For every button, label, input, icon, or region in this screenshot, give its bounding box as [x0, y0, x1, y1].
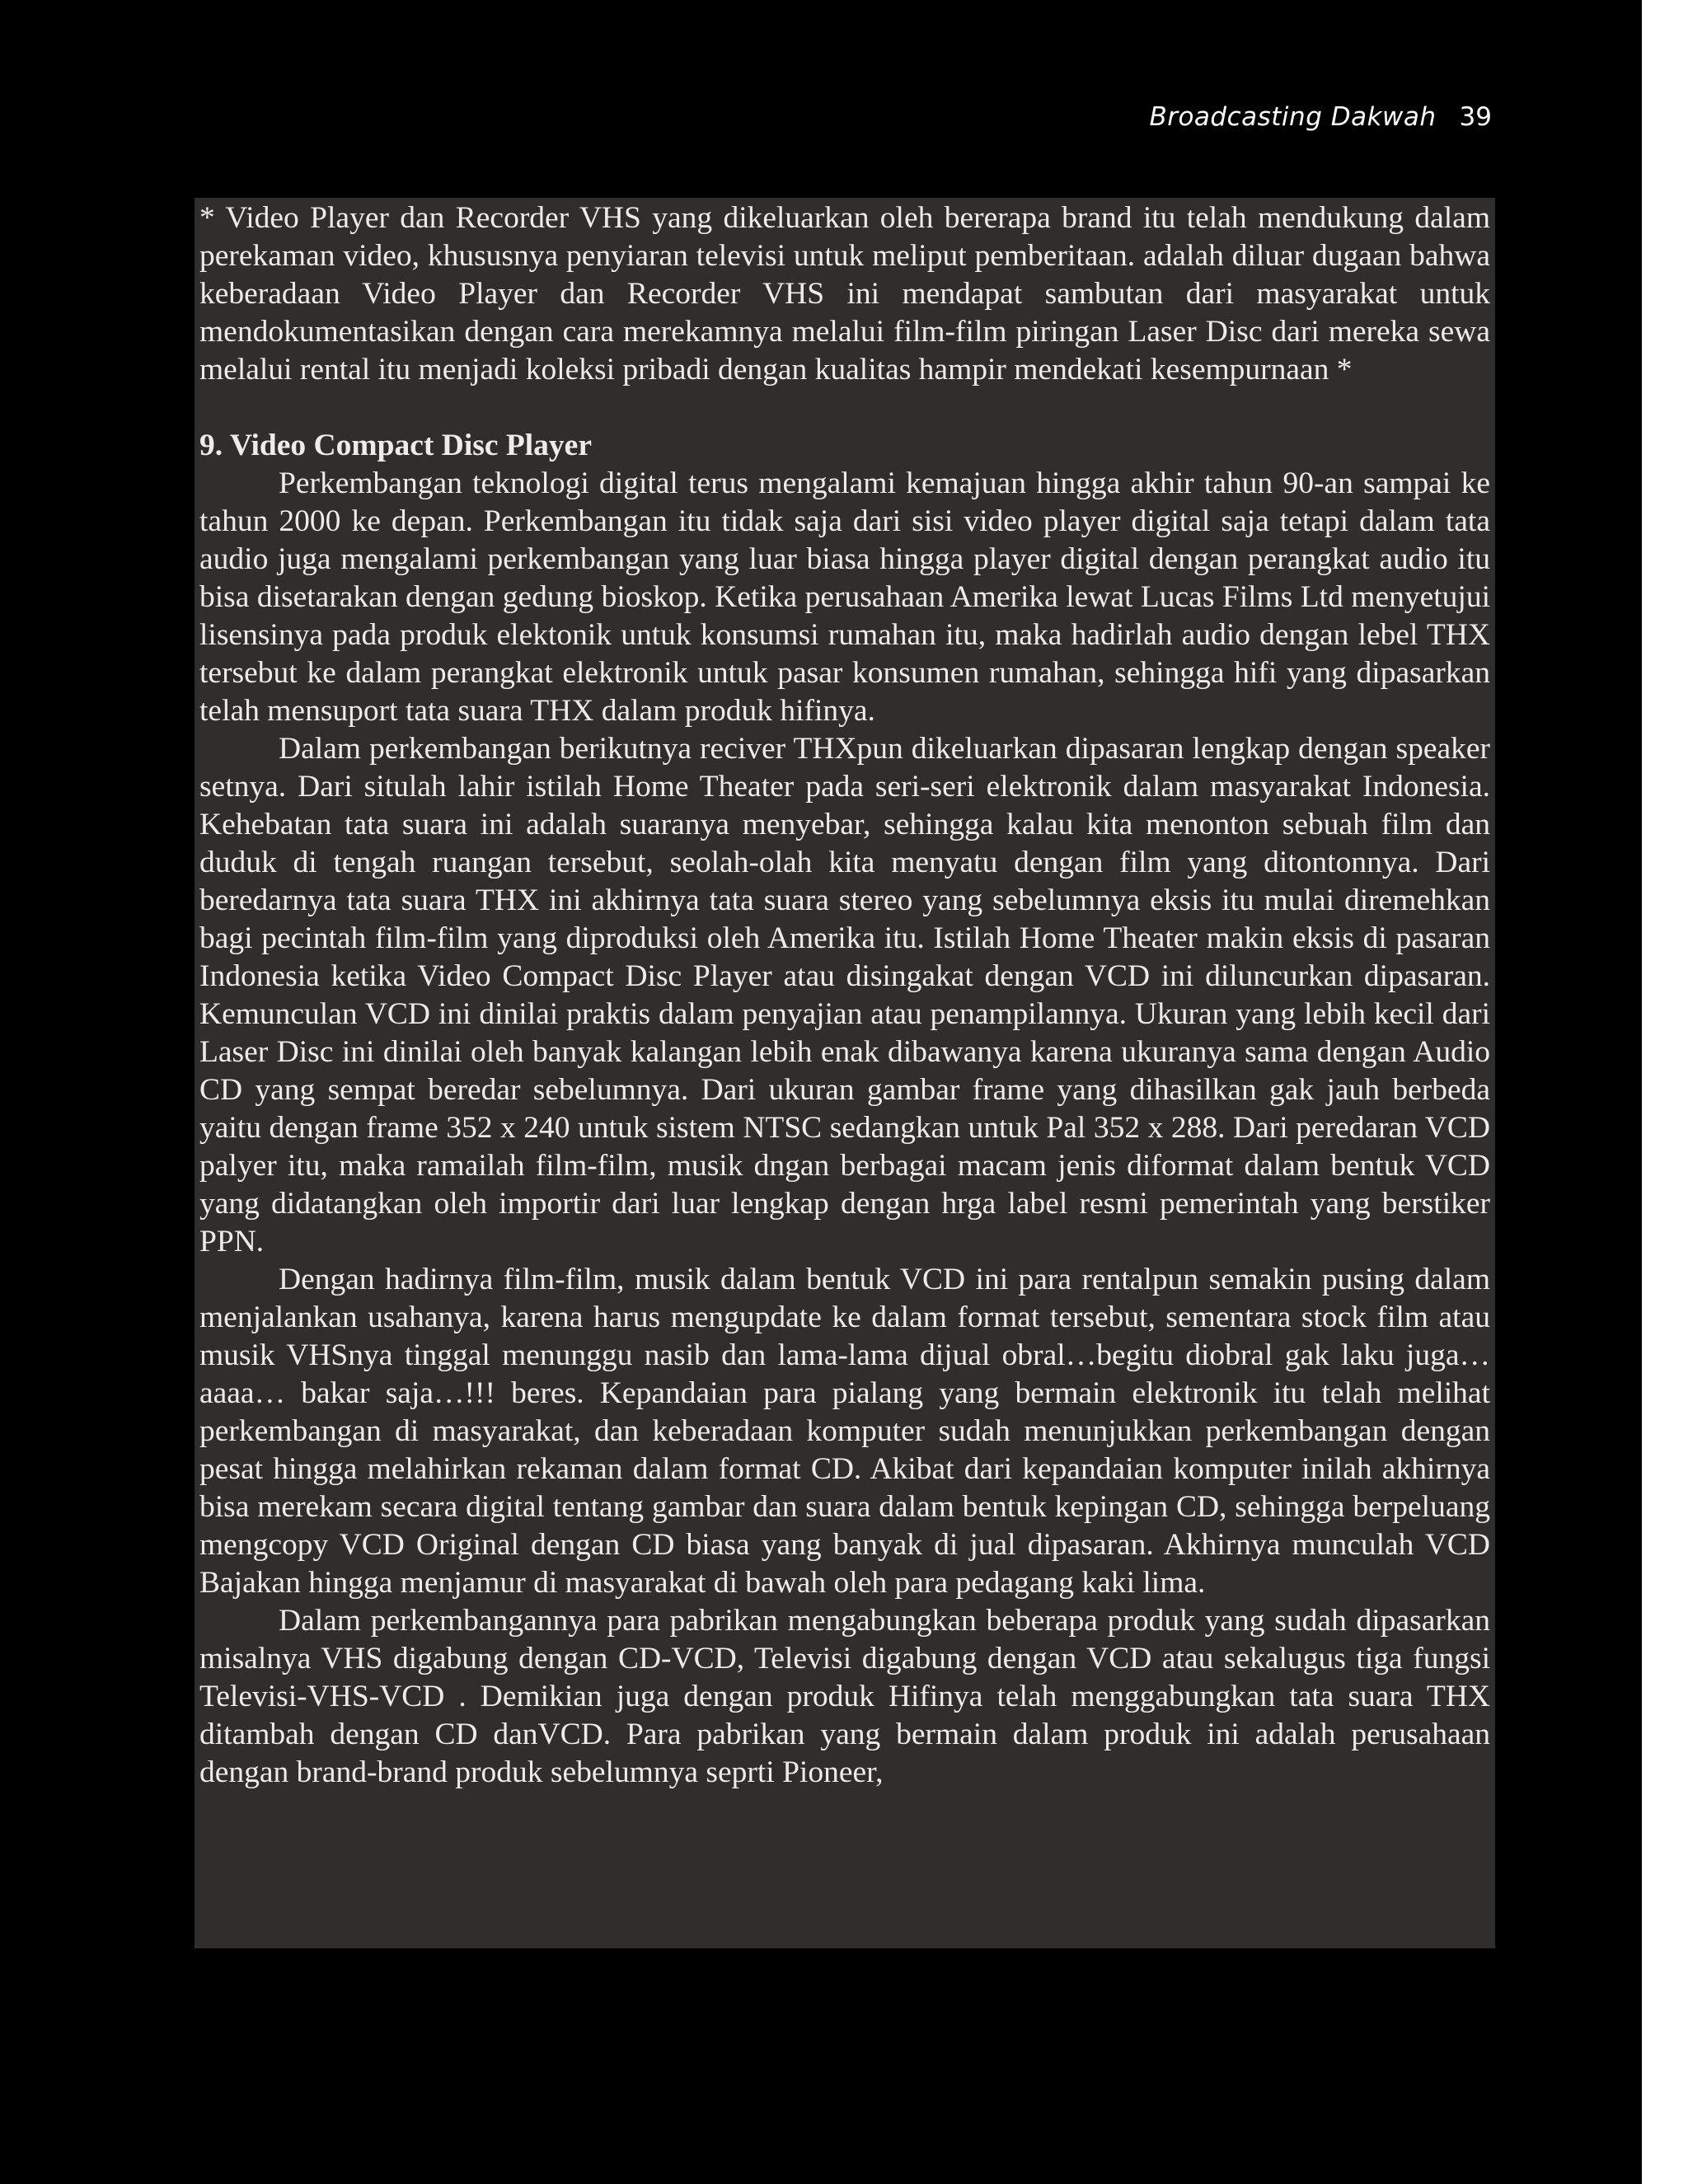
book-title: Broadcasting Dakwah [1149, 102, 1437, 132]
body-paragraph: Dalam perkembangannya para pabrikan mengabungkan beberapa produk yang sudah dipasarkan misalnya VHS digabung dengan CD-VCD, Televisi digabung dengan VCD atau sekalugus tiga fungsi Televisi-VHS-VCD . Demikian juga dengan produk Hifinya telah menggabungkan tata suara THX ditambah dengan CD danVCD. Para pabrikan yang bermain dalam produk ini adalah perusahaan dengan brand-brand produk sebelumnya seprti Pioneer, [199, 1604, 1490, 1789]
body-paragraph: Dengan hadirnya film-film, musik dalam bentuk VCD ini para rentalpun semakin pusing dalam menjalankan usahanya, karena harus mengupdate ke dalam format tersebut, sementara stock film atau musik VHSnya tinggal menunggu nasib dan lama-lama dijual obral…begitu diobral gak laku juga…aaaa… bakar saja…!!! beres. Kepandaian para pialang yang bermain elektronik itu telah melihat perkembangan di masyarakat, dan keberadaan komputer sudah menunjukkan perkembangan dengan pesat hingga melahirkan rekaman dalam format CD. Akibat dari kepandaian komputer inilah akhirnya bisa merekam secara digital tentang gambar dan suara dalam bentuk kepingan CD, sehingga berpeluang mengcopy VCD Original dengan CD biasa yang banyak di jual dipasaran. Akhirnya munculah VCD Bajakan hingga menjamur di masyarakat di bawah oleh para pedagang kaki lima. [199, 1263, 1490, 1600]
section-heading: 9. Video Compact Disc Player [199, 429, 592, 462]
running-header [1149, 101, 1492, 134]
page-number: 39 [1459, 102, 1492, 132]
text-block [195, 198, 1495, 1948]
page-right-margin [1642, 0, 1688, 2184]
note-paragraph: * Video Player dan Recorder VHS yang dikeluarkan oleh bererapa brand itu telah mendukung dalam perekaman video, khususnya penyiaran televisi untuk meliput pemberitaan. adalah diluar dugaan bahwa keberadaan Video Player dan Recorder VHS ini mendapat sambutan dari masyarakat untuk mendokumentasikan dengan cara merekamnya melalui film-film piringan Laser Disc dari mereka sewa melalui rental itu menjadi koleksi pribadi dengan kualitas hampir mendekati kesempurnaan * [199, 201, 1490, 387]
body-paragraph: Dalam perkembangan berikutnya reciver THXpun dikeluarkan dipasaran lengkap dengan speaker setnya. Dari situlah lahir istilah Home Theater pada seri-seri elektronik dalam masyarakat Indonesia. Kehebatan tata suara ini adalah suaranya menyebar, sehingga kalau kita menonton sebuah film dan duduk di tengah ruangan tersebut, seolah-olah kita menyatu dengan film yang ditontonnya. Dari beredarnya tata suara THX ini akhirnya tata suara stereo yang sebelumnya eksis itu mulai diremehkan bagi pecintah film-film yang diproduksi oleh Amerika itu. Istilah Home Theater makin eksis di pasaran Indonesia ketika Video Compact Disc Player atau disingakat dengan VCD ini diluncurkan dipasaran. Kemunculan VCD ini dinilai praktis dalam penyajian atau penampilannya. Ukuran yang lebih kecil dari Laser Disc ini dinilai oleh banyak kalangan lebih enak dibawanya karena ukuranya sama dengan Audio CD yang sempat beredar sebelumnya. Dari ukuran gambar frame yang dihasilkan gak jauh berbeda yaitu dengan frame 352 x 240 untuk sistem NTSC sedangkan untuk Pal 352 x 288. Dari peredaran VCD palyer itu, maka ramailah film-film, musik dngan berbagai macam jenis diformat dalam bentuk VCD yang didatangkan oleh importir dari luar lengkap dengan hrga label resmi pemerintah yang berstiker PPN. [199, 732, 1490, 1258]
body-paragraph: Perkembangan teknologi digital terus mengalami kemajuan hingga akhir tahun 90-an sampai ke tahun 2000 ke depan. Perkembangan itu tidak saja dari sisi video player digital saja tetapi dalam tata audio juga mengalami perkembangan yang luar biasa hingga player digital dengan perangkat audio itu bisa disetarakan dengan gedung bioskop. Ketika perusahaan Amerika lewat Lucas Films Ltd menyetujui lisensinya pada produk elektonik untuk konsumsi rumahan itu, maka hadirlah audio dengan lebel THX tersebut ke dalam perangkat elektronik untuk pasar konsumen rumahan, sehingga hifi yang dipasarkan telah mensuport tata suara THX dalam produk hifinya. [199, 466, 1490, 728]
